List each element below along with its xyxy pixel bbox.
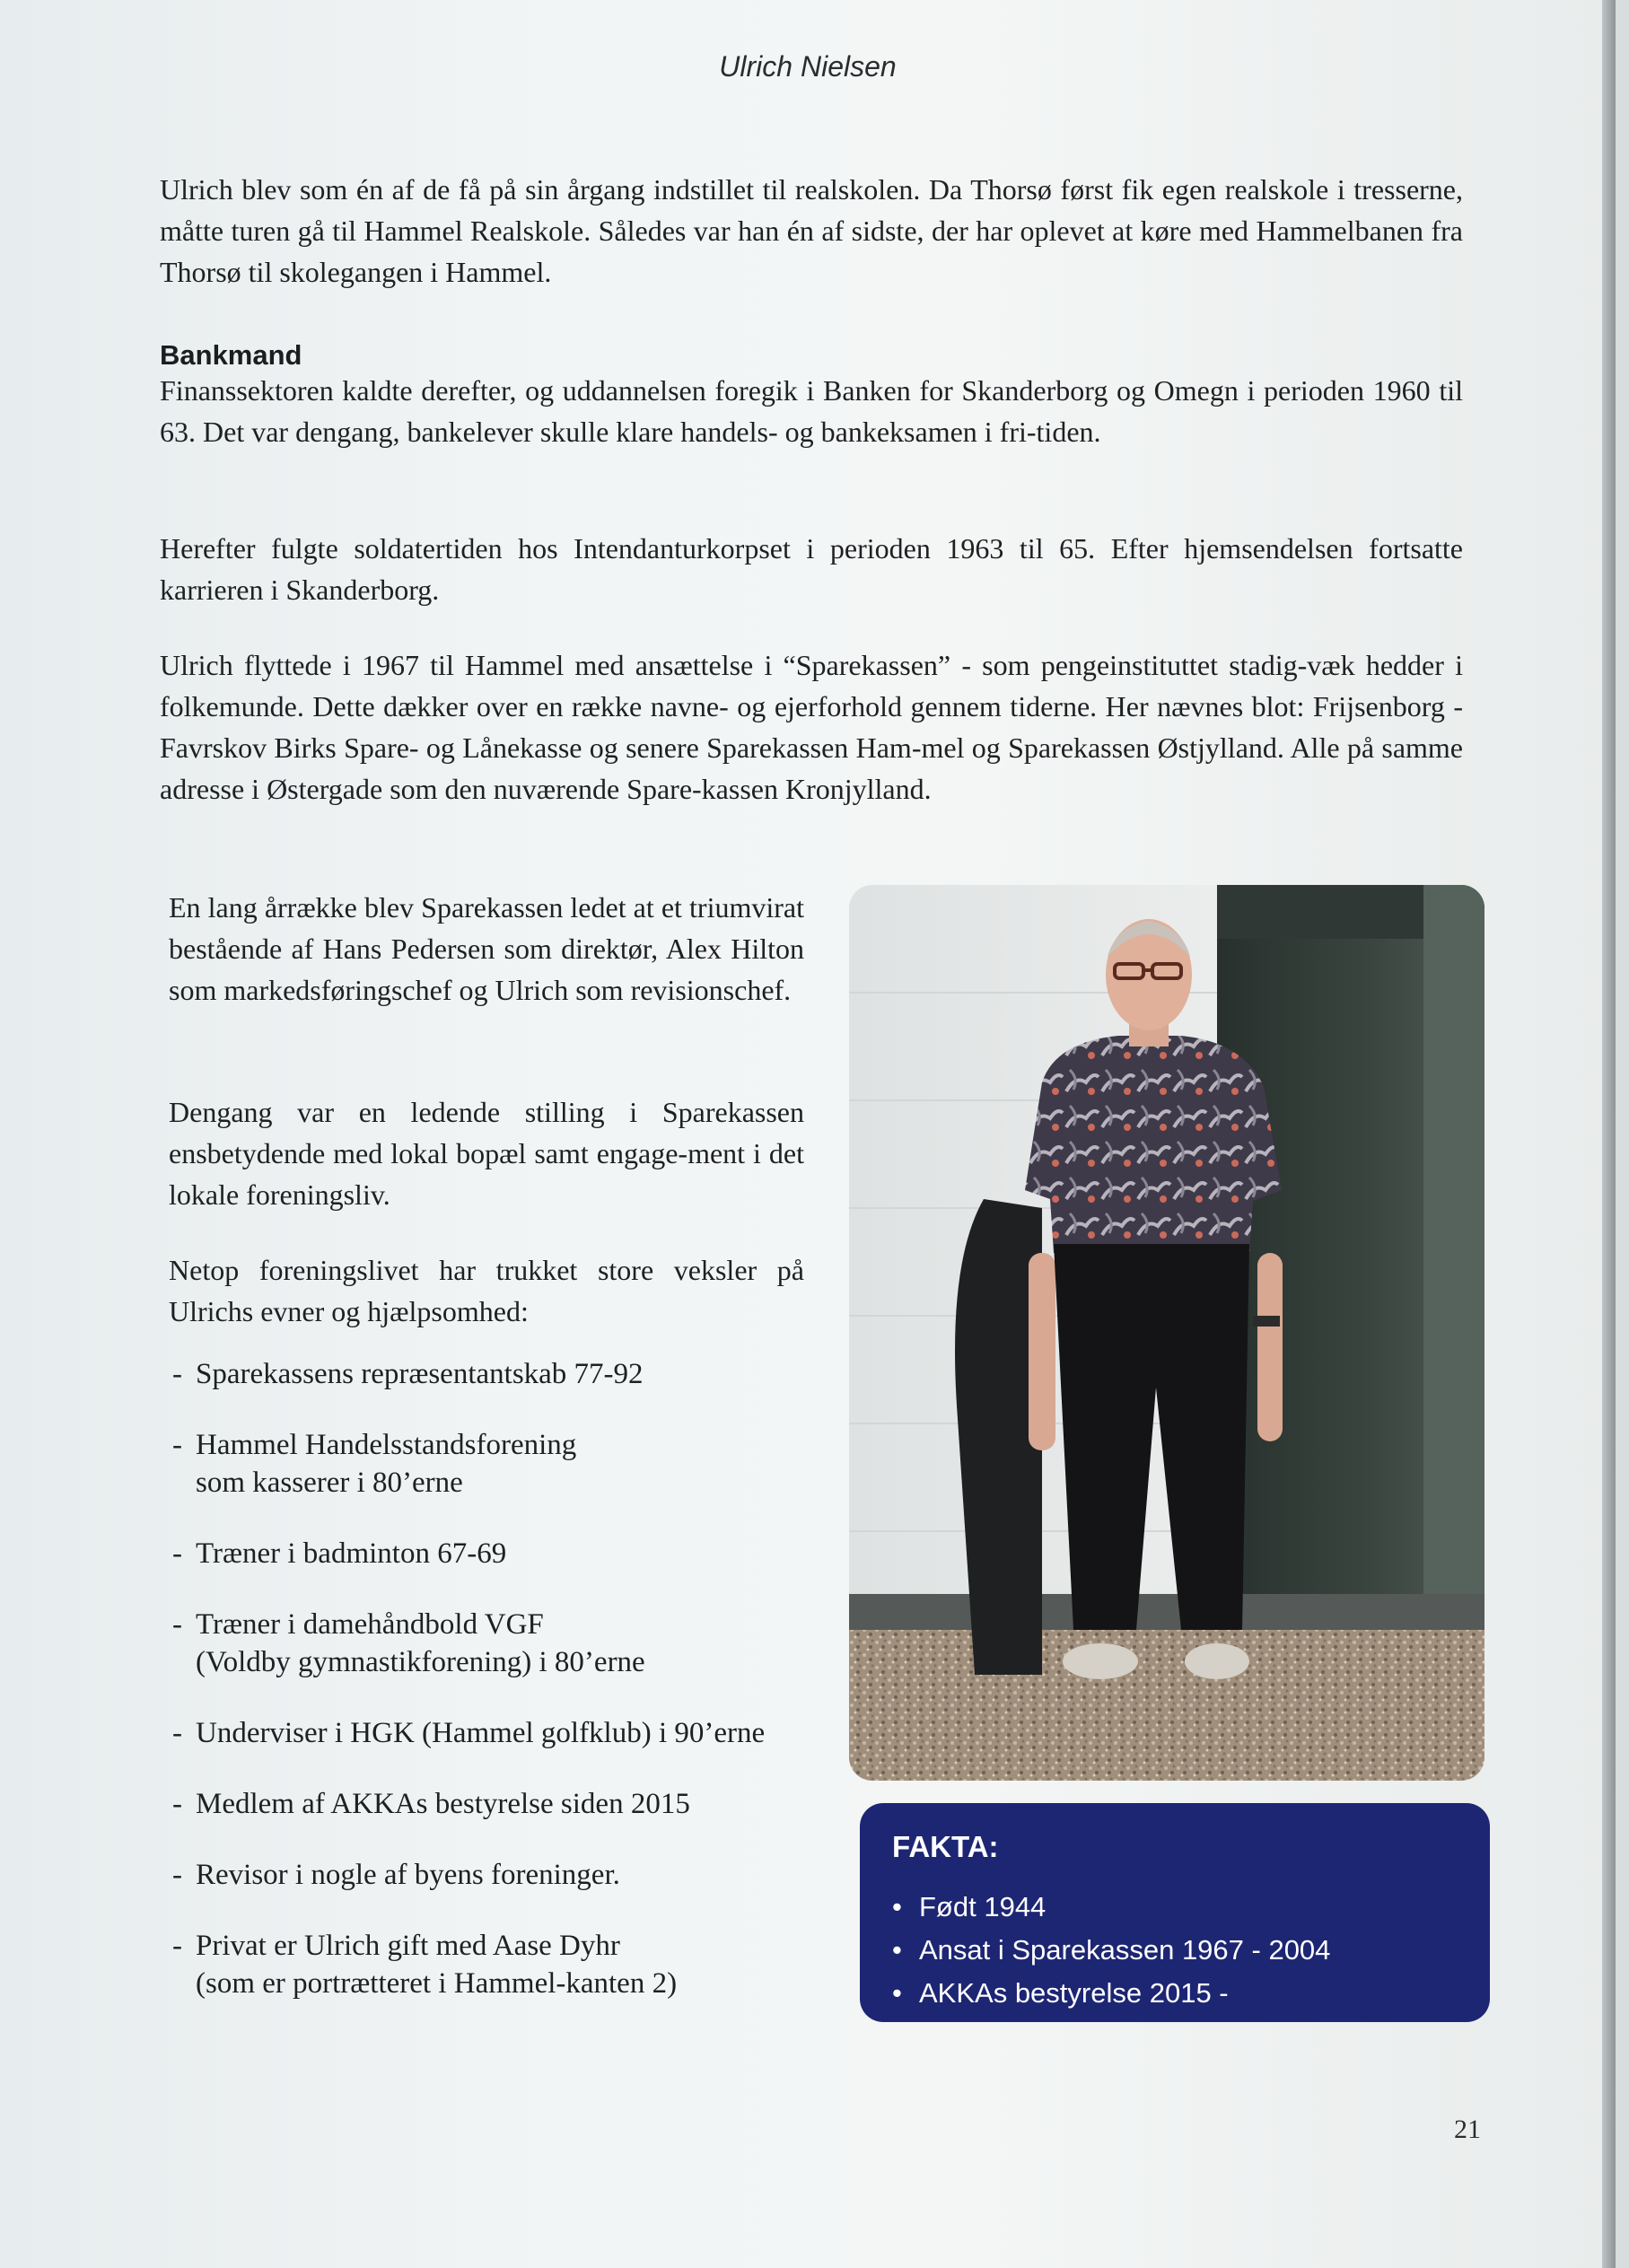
fakta-box bbox=[860, 1803, 1490, 2022]
fakta-title: FAKTA: bbox=[892, 1830, 999, 1863]
section-heading: Bankmand bbox=[160, 339, 302, 371]
list-item: - Sparekassens repræsentantskab 77-92 bbox=[172, 1358, 644, 1390]
list-item: - Træner i badminton 67-69 bbox=[172, 1537, 507, 1570]
paragraph-associations: Netop foreningslivet har trukket store veksler på Ulrichs evner og hjælpsomhed: bbox=[169, 1254, 804, 1327]
page-edge bbox=[1602, 0, 1616, 2268]
list-item: - Hammel Handelsstandsforening som kasserer i 80’erne bbox=[172, 1429, 577, 1499]
paragraph-bank-education: Finanssektoren kaldte derefter, og uddannelsen foregik i Banken for Skanderborg og Omegn i perioden 1960 til 63. Det var dengang, bankelever skulle klare handels- og bankeksamen i fri-tiden. bbox=[160, 374, 1463, 448]
activities-list bbox=[172, 1355, 836, 2036]
list-item: - Underviser i HGK (Hammel golfklub) i 90’erne bbox=[172, 1717, 766, 1749]
page-number: 21 bbox=[1454, 2115, 1481, 2144]
running-header: Ulrich Nielsen bbox=[719, 50, 897, 83]
paragraph-military-service: Herefter fulgte soldatertiden hos Intendanturkorpset i perioden 1963 til 65. Efter hjemsendelsen fortsatte karrieren i Skanderborg. bbox=[160, 532, 1463, 606]
fakta-list bbox=[892, 1886, 1330, 2015]
list-item: - Medlem af AKKAs bestyrelse siden 2015 bbox=[172, 1788, 690, 1820]
list-item: - Privat er Ulrich gift med Aase Dyhr (som er portrætteret i Hammel-kanten 2) bbox=[172, 1930, 678, 2000]
fakta-item: • Ansat i Sparekassen 1967 - 2004 bbox=[892, 1934, 1331, 1966]
paragraph-triumvirate: En lang årrække blev Sparekassen ledet at et triumvirat bestående af Hans Pedersen som direktør, Alex Hilton som markedsføringschef og Ulrich som revisionschef. bbox=[169, 891, 804, 1006]
fakta-item: • AKKAs bestyrelse 2015 - bbox=[892, 1977, 1229, 2009]
fakta-item: • Født 1944 bbox=[892, 1891, 1047, 1922]
list-item: - Revisor i nogle af byens foreninger. bbox=[172, 1859, 620, 1891]
paragraph-leadership: Dengang var en ledende stilling i Sparekassen ensbetydende med lokal bopæl samt engage-ment i det lokale foreningsliv. bbox=[169, 1096, 804, 1211]
paragraph-sparekassen: Ulrich flyttede i 1967 til Hammel med ansættelse i “Sparekassen” - som pengeinstituttet stadig-væk hedder i folkemunde. Dette dækker over en række navne- og ejerforhold gennem tiderne. Her nævnes blot: Frijsenborg - Favrskov Birks Spare- og Lånekasse og senere Sparekassen Ham-mel og Sparekassen Østjylland. Alle på samme adresse i Østergade som den nuværende Spare-kassen Kronjylland. bbox=[160, 649, 1463, 805]
portrait-photo bbox=[849, 885, 1484, 1781]
list-item: - Træner i damehåndbold VGF (Voldby gymnastikforening) i 80’erne bbox=[172, 1608, 645, 1678]
intro-paragraph: Ulrich blev som én af de få på sin årgang indstillet til realskolen. Da Thorsø først fik egen realskole i tresserne, måtte turen gå til Hammel Realskole. Således var han én af sidste, der har oplevet at køre med Hammelbanen fra Thorsø til skolegangen i Hammel. bbox=[160, 173, 1463, 288]
